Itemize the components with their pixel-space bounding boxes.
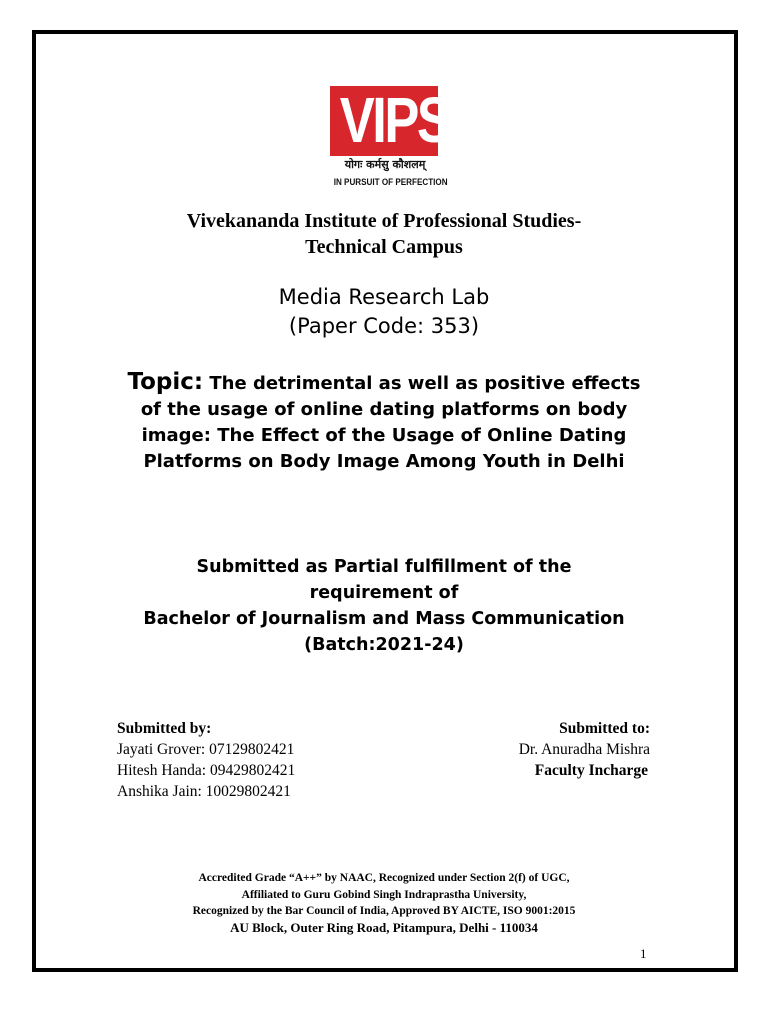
topic-line-1	[60, 369, 708, 397]
logo-hindi-motto: योगः कर्मसु कौशलम्	[344, 158, 426, 171]
vips-logo	[330, 84, 450, 192]
submission-line-2: requirement of	[309, 583, 459, 603]
topic-line-4: Platforms on Body Image Among Youth in Delhi	[143, 451, 625, 472]
footer-line-1: Accredited Grade “A++” by NAAC, Recognized under Section 2(f) of UGC,	[198, 872, 570, 884]
page-number: 1	[640, 946, 647, 961]
submitted-to-heading: Submitted to:	[559, 720, 650, 737]
footer-line-3: Recognized by the Bar Council of India, Approved BY AICTE, ISO 9001:2015	[192, 905, 576, 917]
faculty-name: Dr. Anuradha Mishra	[518, 741, 650, 758]
submission-statement	[60, 554, 708, 658]
student-entry: Anshika Jain: 10029802421	[117, 783, 291, 800]
topic-line-3: image: The Effect of the Usage of Online Dating	[141, 425, 627, 446]
footer-line-2: Affiliated to Guru Gobind Singh Indraprastha University,	[241, 888, 527, 901]
topic-text-1: The detrimental as well as positive effects	[209, 373, 641, 394]
student-entry: Hitesh Handa: 09429802421	[117, 762, 296, 779]
lab-title	[60, 283, 708, 341]
institute-name-line-2: Technical Campus	[305, 236, 463, 258]
topic-label: Topic:	[127, 369, 204, 395]
logo-red-block	[330, 84, 450, 156]
logo-letters: VIPS	[339, 84, 450, 156]
faculty-role: Faculty Incharge	[534, 762, 648, 779]
institute-name	[60, 208, 708, 260]
submission-line-3: Bachelor of Journalism and Mass Communication	[143, 609, 625, 629]
topic-block	[60, 369, 708, 475]
submission-line-1: Submitted as Partial fulfillment of the	[196, 557, 572, 577]
topic-line-2: of the usage of online dating platforms on body	[140, 399, 628, 420]
submission-line-4: (Batch:2021-24)	[304, 635, 464, 655]
lab-name: Media Research Lab	[278, 285, 490, 309]
footer-address: AU Block, Outer Ring Road, Pitampura, Delhi - 110034	[230, 919, 538, 935]
student-entry: Jayati Grover: 07129802421	[117, 741, 295, 758]
footer-accreditation	[60, 870, 708, 936]
submitted-by	[117, 718, 295, 802]
submitted-to	[519, 718, 650, 781]
institute-name-line-1: Vivekananda Institute of Professional Studies-	[186, 210, 582, 232]
submitted-by-heading: Submitted by:	[117, 720, 212, 737]
paper-code: (Paper Code: 353)	[288, 314, 480, 338]
logo-tagline: IN PURSUIT OF PERFECTION	[333, 177, 448, 187]
